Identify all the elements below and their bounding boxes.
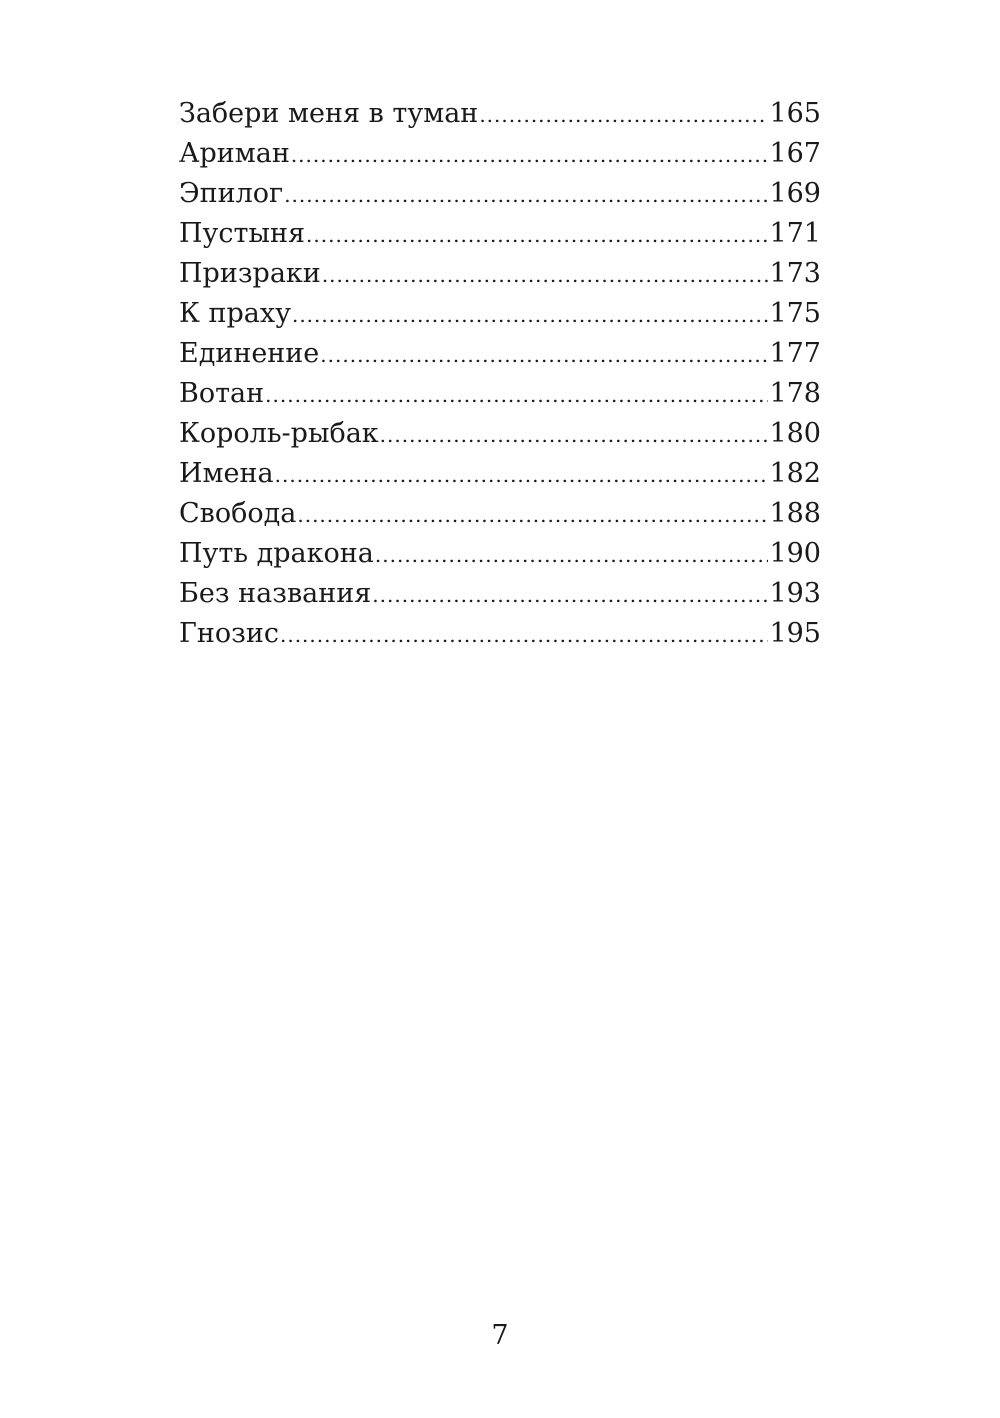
toc-entry-page: 165 bbox=[769, 98, 821, 129]
toc-entry bbox=[179, 614, 821, 654]
toc-entry-title: Без названия bbox=[179, 578, 372, 609]
toc-entry bbox=[179, 134, 821, 174]
toc-dot-leader bbox=[265, 375, 768, 415]
toc-entry bbox=[179, 294, 821, 334]
toc-entry-title: Призраки bbox=[179, 258, 321, 289]
toc-entry-page: 193 bbox=[769, 578, 821, 609]
toc-entry-title: Забери меня в туман bbox=[179, 98, 479, 129]
toc-entry-page: 169 bbox=[769, 178, 821, 209]
toc-entry bbox=[179, 214, 821, 254]
toc-dot-leader bbox=[479, 95, 768, 135]
toc-entry-title: Гнозис bbox=[179, 618, 279, 649]
toc-entry bbox=[179, 574, 821, 614]
toc-entry-page: 175 bbox=[769, 298, 821, 329]
toc-entry-page: 182 bbox=[769, 458, 821, 489]
toc-dot-leader bbox=[372, 575, 768, 615]
toc-dot-leader bbox=[306, 215, 768, 255]
toc-entry bbox=[179, 174, 821, 214]
toc-dot-leader bbox=[322, 255, 769, 295]
toc-entry bbox=[179, 534, 821, 574]
toc-entry bbox=[179, 334, 821, 374]
toc-entry-page: 195 bbox=[769, 618, 821, 649]
toc-entry-page: 190 bbox=[769, 538, 821, 569]
toc-entry-page: 173 bbox=[769, 258, 821, 289]
toc-dot-leader bbox=[275, 455, 769, 495]
toc-entry-page: 180 bbox=[769, 418, 821, 449]
page-number: 7 bbox=[491, 1320, 509, 1351]
toc-entry-title: Путь дракона bbox=[179, 538, 374, 569]
toc-entry-page: 167 bbox=[769, 138, 821, 169]
toc-entry-title: К праху bbox=[179, 298, 291, 329]
toc-dot-leader bbox=[284, 175, 768, 215]
toc-entry-title: Эпилог bbox=[179, 178, 284, 209]
toc-entry bbox=[179, 494, 821, 534]
toc-entry-page: 188 bbox=[769, 498, 821, 529]
toc-entry bbox=[179, 94, 821, 134]
toc-entry bbox=[179, 374, 821, 414]
toc-entry-title: Ариман bbox=[179, 138, 290, 169]
table-of-contents bbox=[179, 94, 821, 654]
toc-entry-title: Вотан bbox=[179, 378, 265, 409]
toc-dot-leader bbox=[292, 295, 768, 335]
toc-entry-page: 178 bbox=[769, 378, 821, 409]
toc-dot-leader bbox=[380, 415, 769, 455]
toc-dot-leader bbox=[375, 535, 769, 575]
toc-entry-title: Свобода bbox=[179, 498, 297, 529]
toc-entry bbox=[179, 414, 821, 454]
toc-entry-page: 171 bbox=[769, 218, 821, 249]
toc-entry bbox=[179, 454, 821, 494]
toc-entry-title: Имена bbox=[179, 458, 274, 489]
toc-entry-title: Пустыня bbox=[179, 218, 306, 249]
toc-dot-leader bbox=[280, 615, 768, 655]
toc-entry bbox=[179, 254, 821, 294]
toc-entry-page: 177 bbox=[769, 338, 821, 369]
toc-dot-leader bbox=[297, 495, 768, 535]
toc-entry-title: Король-рыбак bbox=[179, 418, 379, 449]
toc-dot-leader bbox=[291, 135, 769, 175]
toc-entry-title: Единение bbox=[179, 338, 320, 369]
toc-dot-leader bbox=[320, 335, 768, 375]
